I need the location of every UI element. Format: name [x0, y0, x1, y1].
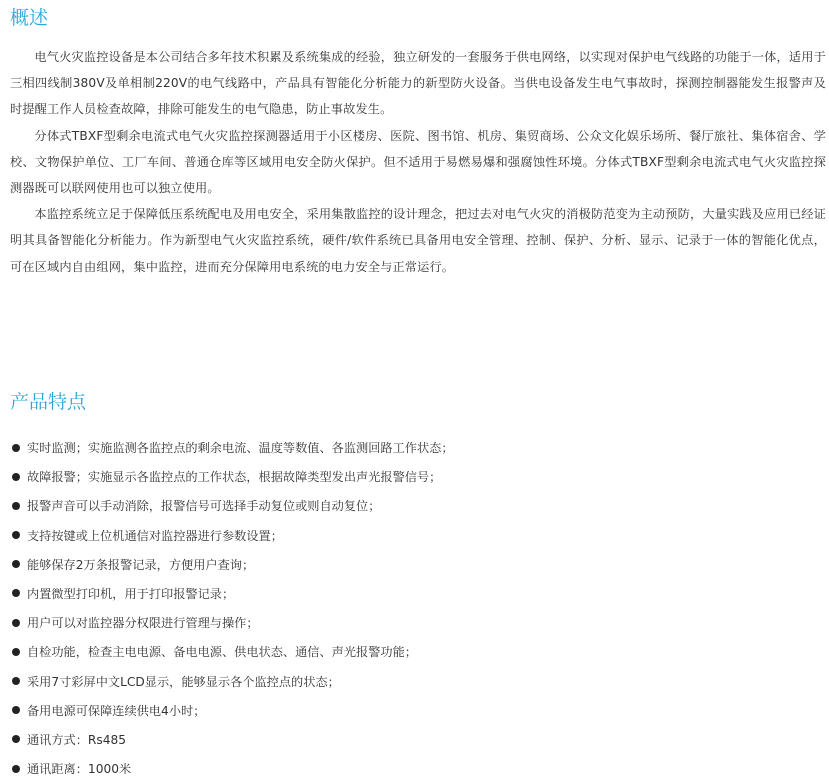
feature-item [10, 551, 820, 580]
overview-paragraph-1: 电气火灾监控设备是本公司结合多年技术积累及系统集成的经验，独立研发的一套服务于供电网络，以实现对保护电气线路的功能于一体，适用于三相四线制380V及单相制220V的电气线路中，产品具有智能化分析能力的新型防火设备。当供电设备发生电气事故时，探测控制器能发生报警声及时提醒工作人员检查故障，排除可能发生的电气隐患，防止事故发生。 [10, 50, 826, 117]
bullet-dot-icon [12, 765, 20, 773]
feature-text: 用户可以对监控器分权限进行管理与操作； [27, 616, 259, 631]
feature-text: 通讯距离：1000米 [27, 762, 132, 777]
feature-text: 报警声音可以手动消除，报警信号可选择手动复位或则自动复位； [27, 499, 381, 514]
feature-item [10, 492, 820, 521]
feature-text: 故障报警；实施显示各监控点的工作状态，根据故障类型发出声光报警信号； [27, 470, 442, 485]
bullet-dot-icon [12, 502, 20, 510]
feature-item [10, 609, 820, 638]
feature-item [10, 726, 820, 755]
feature-item [10, 522, 820, 551]
feature-text: 实时监测；实施监测各监控点的剩余电流、温度等数值、各监测回路工作状态； [27, 441, 454, 455]
feature-item [10, 463, 820, 492]
feature-text: 备用电源可保障连续供电4小时； [27, 703, 206, 718]
feature-item [10, 638, 820, 667]
bullet-dot-icon [12, 589, 20, 597]
bullet-dot-icon [12, 531, 20, 539]
bullet-dot-icon [12, 619, 20, 627]
feature-text: 能够保存2万条报警记录，方便用户查询； [27, 557, 255, 572]
bullet-dot-icon [12, 677, 20, 685]
feature-text: 自检功能，检查主电电源、备电电源、供电状态、通信、声光报警功能； [27, 645, 417, 660]
bullet-dot-icon [12, 444, 20, 452]
bullet-dot-icon [12, 648, 20, 656]
bullet-dot-icon [12, 706, 20, 714]
feature-item [10, 580, 820, 609]
overview-paragraph-2: 分体式TBXF型剩余电流式电气火灾监控探测器适用于小区楼房、医院、图书馆、机房、集贸商场、公众文化娱乐场所、餐厅旅社、集体宿舍、学校、文物保护单位、工厂车间、普通仓库等区域用电安全防火保护。但不适用于易燃易爆和强腐蚀性环境。分体式TBXF型剩余电流式电气火灾监控探测器既可以联网使用也可以独立使用。 [10, 128, 826, 196]
bullet-dot-icon [12, 735, 20, 743]
feature-text: 支持按键或上位机通信对监控器进行参数设置； [27, 528, 283, 543]
bullet-dot-icon [12, 473, 20, 481]
overview-paragraph-3: 本监控系统立足于保障低压系统配电及用电安全，采用集散监控的设计理念，把过去对电气火灾的消极防范变为主动预防，大量实践及应用已经证明其具备智能化分析能力。作为新型电气火灾监控系统，硬件/软件系统已具备用电安全管理、控制、保护、分析、显示、记录于一体的智能化优点，可在区域内自由组网，集中监控，进而充分保障用电系统的电力安全与正常运行。 [10, 207, 826, 274]
features-title: 产品特点 [10, 391, 87, 413]
overview-body [10, 44, 826, 280]
features-list [10, 434, 820, 784]
feature-item [10, 668, 820, 697]
overview-title: 概述 [10, 7, 49, 29]
bullet-dot-icon [12, 560, 20, 568]
feature-text: 通讯方式：Rs485 [27, 732, 127, 747]
feature-item [10, 697, 820, 726]
feature-item [10, 434, 820, 463]
feature-text: 内置微型打印机，用于打印报警记录； [27, 586, 235, 601]
feature-text: 采用7寸彩屏中文LCD显示，能够显示各个监控点的状态； [27, 674, 340, 689]
